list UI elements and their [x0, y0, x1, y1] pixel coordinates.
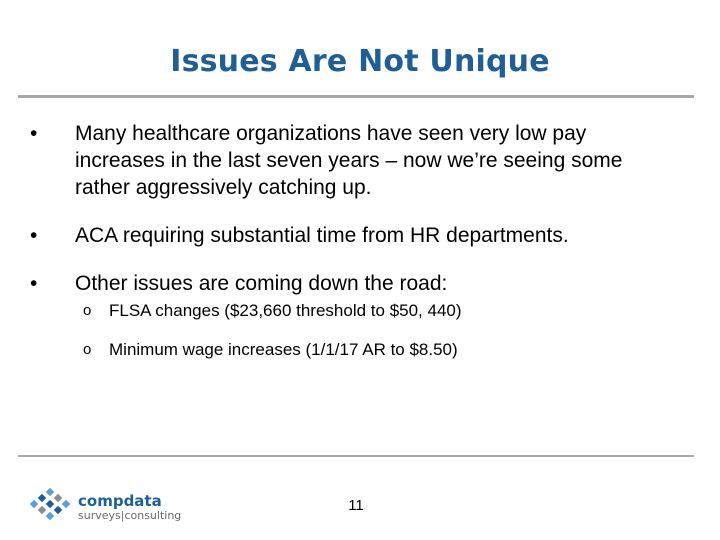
bullet-item — [30, 222, 680, 249]
bullet-item — [30, 270, 680, 297]
compdata-logo — [28, 488, 188, 528]
slide-title: Issues Are Not Unique — [170, 44, 550, 79]
logo-tagline: surveys|consulting — [78, 509, 182, 522]
bullet-text: Many healthcare organizations have seen very low pay increases in the last seven years – now we’re seeing some rather aggressively catching up. — [75, 122, 623, 199]
bullet-list — [30, 120, 680, 297]
sub-bullet-item — [83, 339, 683, 361]
sub-bullet-item — [83, 300, 683, 322]
sub-bullet-marker: o — [83, 302, 92, 319]
footer-divider — [18, 455, 694, 457]
bullet-marker: • — [30, 224, 38, 247]
bullet-marker: • — [30, 122, 38, 145]
sub-bullet-list — [83, 300, 683, 361]
logo-diamond-icon — [28, 488, 74, 524]
bullet-text: Other issues are coming down the road: — [75, 272, 448, 295]
sub-bullet-text: Minimum wage increases (1/1/17 AR to $8.50) — [109, 340, 458, 359]
title-divider — [18, 95, 694, 98]
page-number: 11 — [348, 497, 364, 514]
bullet-marker: • — [30, 272, 38, 295]
sub-bullet-marker: o — [83, 341, 92, 358]
bullet-text: ACA requiring substantial time from HR departments. — [75, 224, 569, 247]
sub-bullet-text: FLSA changes ($23,660 threshold to $50, 440) — [109, 301, 462, 320]
bullet-item — [30, 120, 680, 201]
logo-name: compdata — [78, 492, 162, 510]
